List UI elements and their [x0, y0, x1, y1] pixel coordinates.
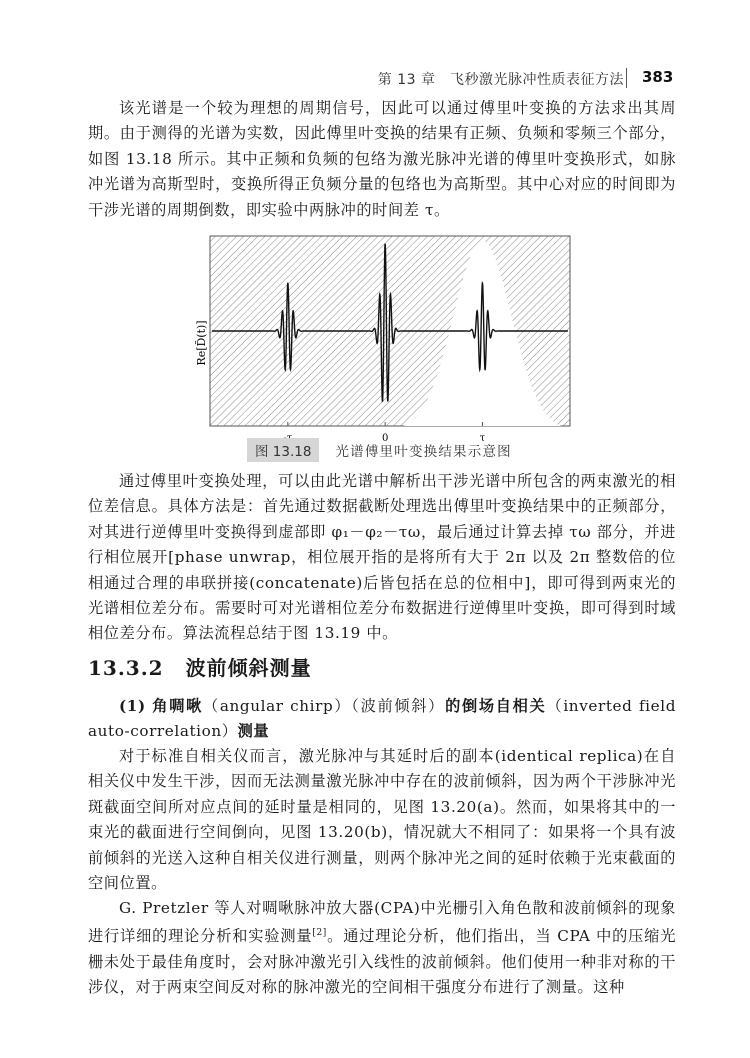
- page-number: 383: [642, 68, 674, 86]
- figure-number-badge: 图 13.18: [247, 438, 319, 462]
- subsection-bold-2: 的倒场自相关: [445, 697, 547, 715]
- paragraph-2: 通过傅里叶变换处理，可以由此光谱中解析出干涉光谱中所包含的两束激光的相位差信息。具体方法是：首先通过数据截断处理选出傅里叶变换结果中的正频部分，对其进行逆傅里叶变换得到虚部即 φ₁－φ₂－τω，最后通过计算去掉 τω 部分，并进行相位展开[phase unwrap，相位展开指的是将所有大于 2π 以及 2π 整数倍的位相通过合理的串联拼接(concatenate)后皆包括在总的位相中]，即可得到两束光的光谱相位差分布。需要时可对光谱相位差分布数据进行逆傅里叶变换，即可得到时域相位差分布。算法流程总结于图 13.19 中。: [88, 472, 676, 643]
- section-number: 13.3.2: [88, 656, 164, 680]
- paragraph-4: [88, 896, 676, 1001]
- page-header: [0, 66, 750, 92]
- section-heading: [88, 652, 312, 681]
- section-title: 波前倾斜测量: [185, 656, 312, 680]
- subsection-plain-2: （inverted field auto-correlation）: [88, 697, 677, 741]
- figure-13-18: [195, 228, 575, 460]
- citation-ref[interactable]: [2]: [312, 928, 327, 939]
- paragraph-4-text-b: 。通过理论分析，他们指出，当 CPA 中的压缩光栅未处于最佳角度时，会对脉冲激光引入线性的波前倾斜。他们使用一种非对称的干涉仪，对于两束空间反对称的脉冲激光的空间相干强度分布进行了测量。这种: [88, 927, 676, 997]
- y-axis-label-text: Re[D̃(t)]: [195, 320, 208, 366]
- subsection-number: (1): [119, 697, 146, 715]
- subsection-heading: [88, 694, 676, 745]
- figure-caption-text: 光谱傅里叶变换结果示意图: [335, 444, 512, 460]
- x-tick-label-tau: τ: [479, 433, 486, 444]
- x-tick-label-zero: 0: [381, 433, 389, 444]
- figure-caption: [247, 438, 512, 460]
- paragraph-3: 对于标准自相关仪而言，激光脉冲与其延时后的副本(identical replica)在自相关仪中发生干涉，因而无法测量激光脉冲中存在的波前倾斜，因为两个干涉脉冲光斑截面空间所对应点间的延时量是相同的，见图 13.20(a)。然而，如果将其中的一束光的截面进行空间倒向，见图 13.20(b)，情况就大不相同了：如果将一个具有波前倾斜的光送入这种自相关仪进行测量，则两个脉冲光之间的延时依赖于光束截面的空间位置。: [88, 747, 676, 893]
- header-divider: [626, 68, 627, 88]
- subsection-bold-3: 测量: [237, 722, 270, 741]
- paragraph-4-text-a: G. Pretzler 等人对啁啾脉冲放大器(CPA)中光栅引入角色散和波前倾斜的现象进行详细的理论分析和实验测量: [88, 899, 676, 946]
- subsection-plain-1: （angular chirp）（波前倾斜）: [203, 697, 446, 715]
- chapter-title: 第 13 章 飞秒激光脉冲性质表征方法: [377, 72, 624, 88]
- y-axis-label: [195, 320, 208, 365]
- subsection-bold-1: 角啁啾: [152, 697, 203, 715]
- paragraph-1: 该光谱是一个较为理想的周期信号，因此可以通过傅里叶变换的方法求出其周期。由于测得的光谱为实数，因此傅里叶变换的结果有正频、负频和零频三个部分，如图 13.18 所示。其中正频和负频的包络为激光脉冲光谱的傅里叶变换形式，如脉冲光谱为高斯型时，变换所得正负频分量的包络也为高斯型。其中心对应的时间即为干涉光谱的周期倒数，即实验中两脉冲的时间差 τ。: [88, 99, 676, 219]
